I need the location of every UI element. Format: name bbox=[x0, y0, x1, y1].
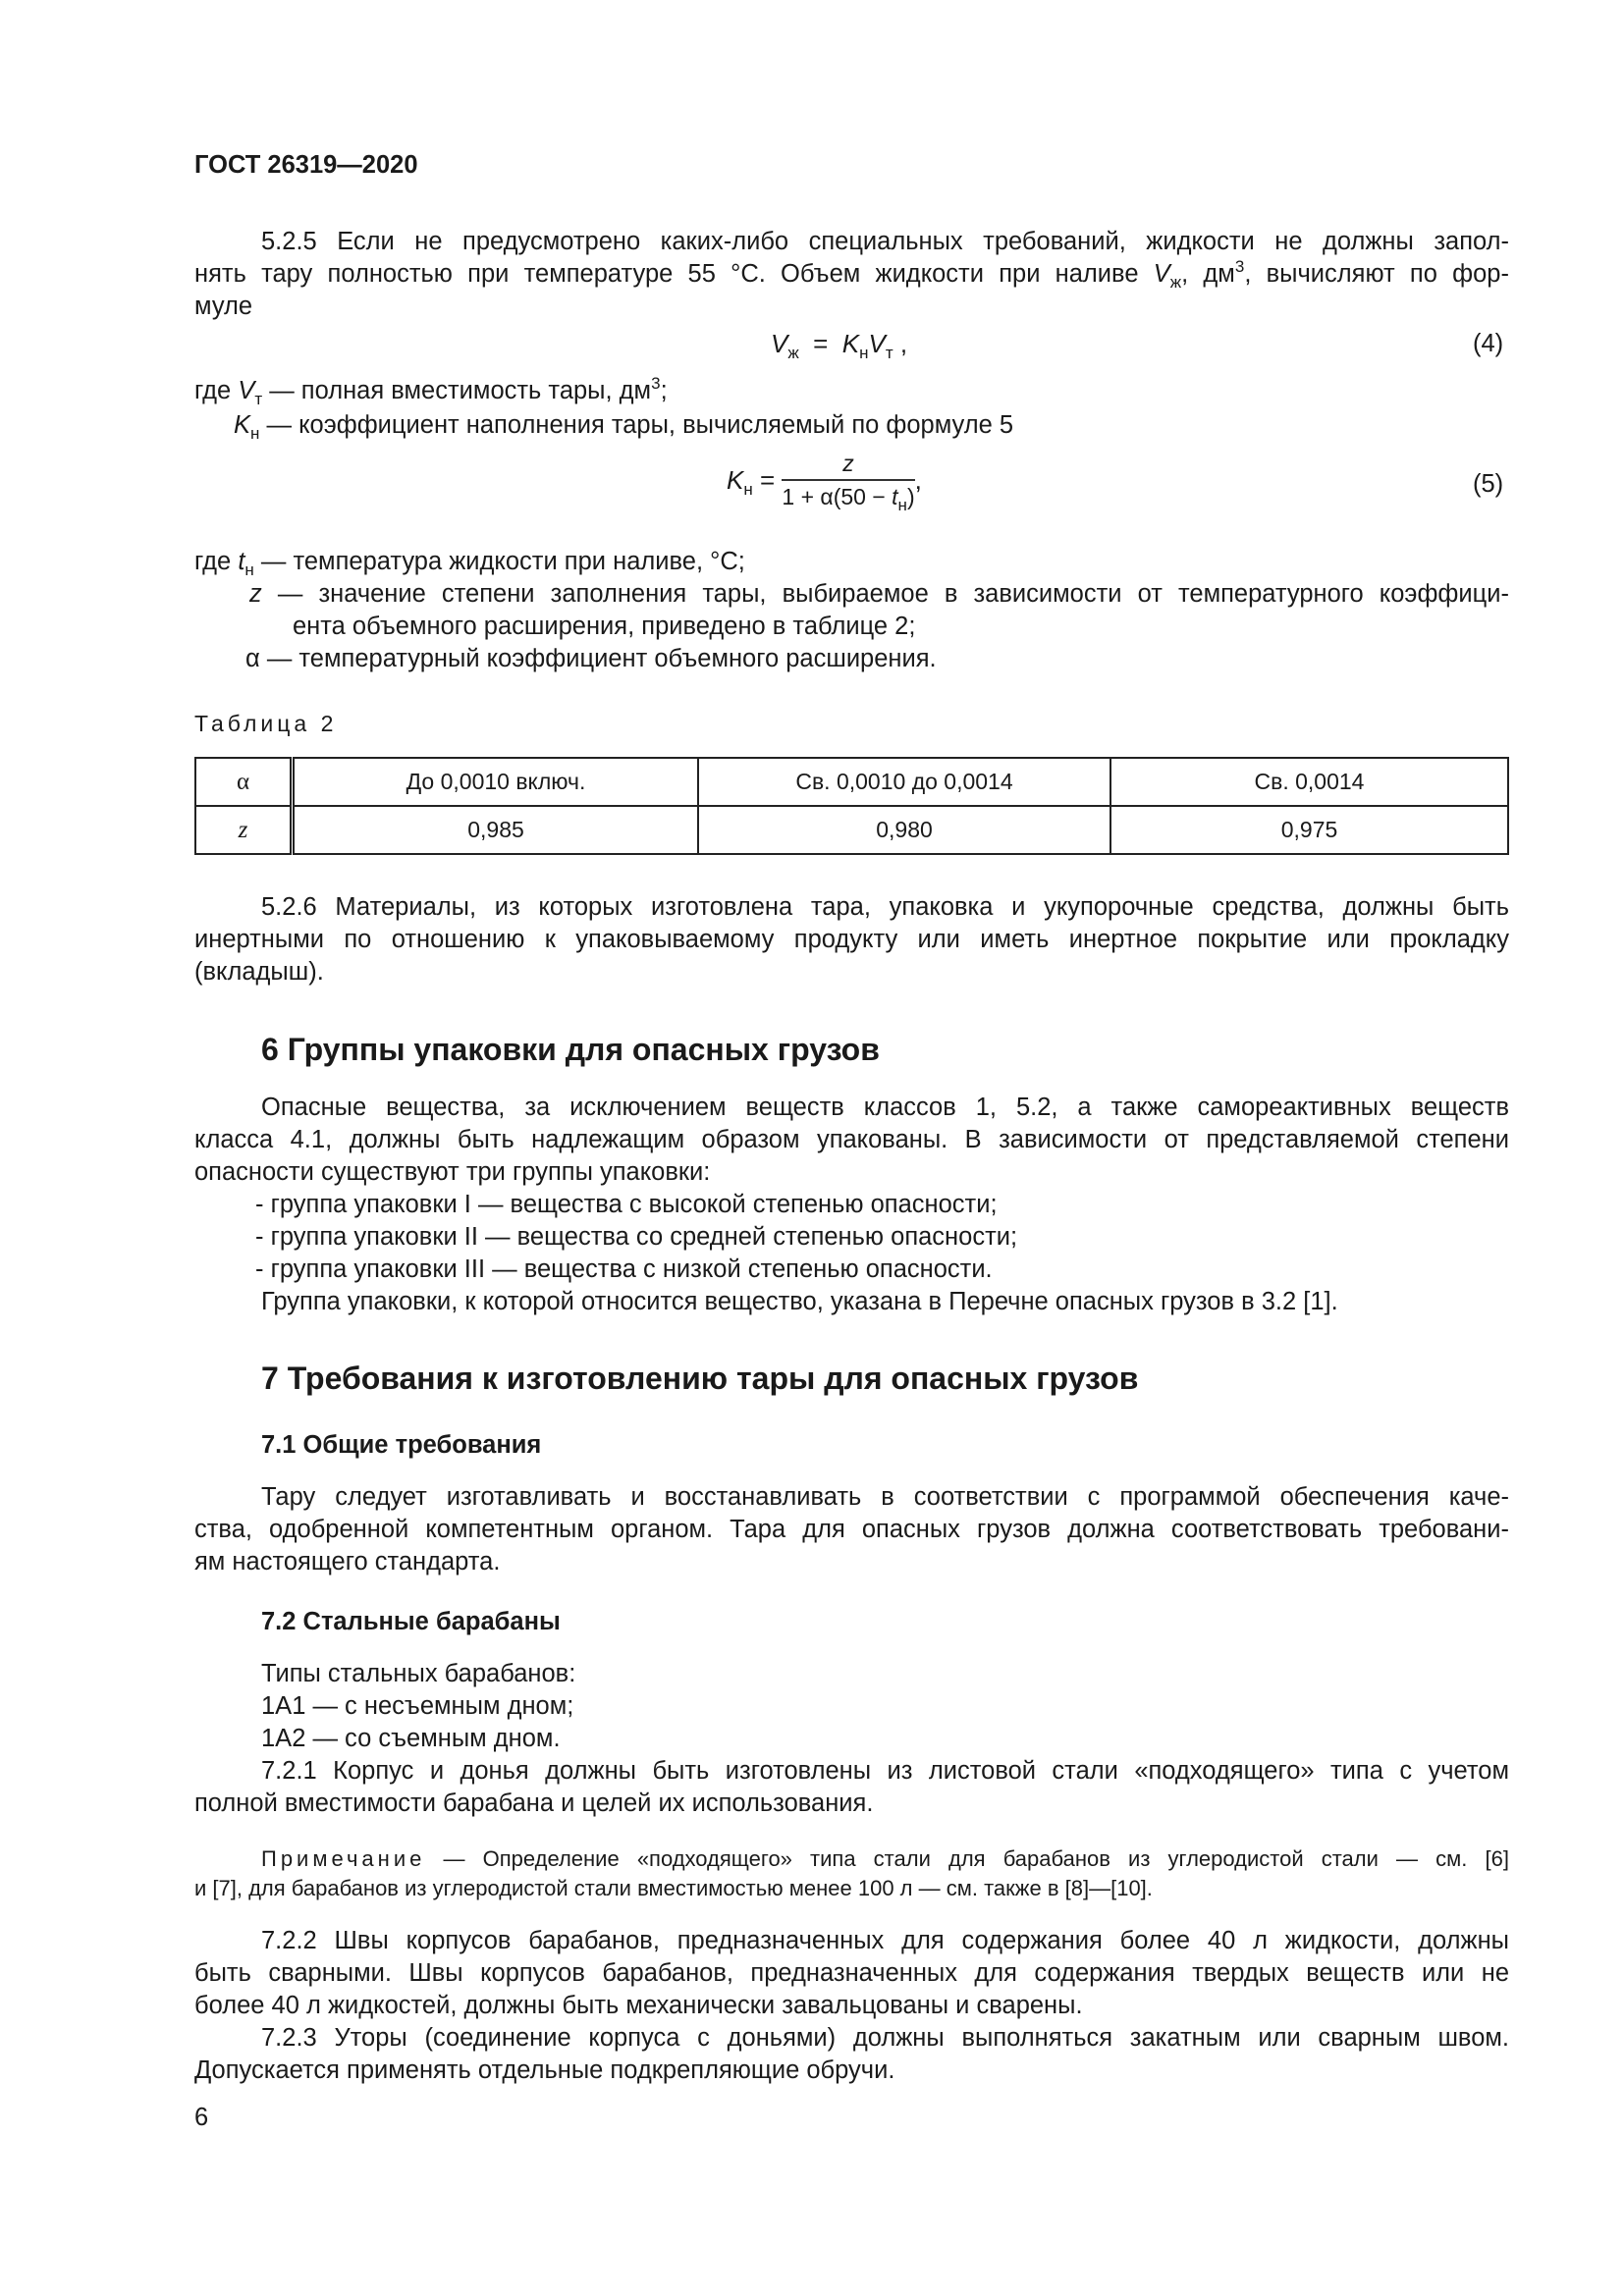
section-7-2-title: 7.2 Стальные барабаны bbox=[261, 1608, 561, 1635]
table-row bbox=[195, 758, 1508, 806]
section-6-title: 6 Группы упаковки для опасных грузов bbox=[261, 1032, 880, 1067]
table-2 bbox=[194, 757, 1509, 855]
table-cell: z bbox=[195, 806, 293, 854]
where-alpha: α — температурный коэффициент объемного расширения. bbox=[245, 645, 937, 672]
s6-bullet-1: - группа упаковки I — вещества с высокой степенью опасности; bbox=[255, 1191, 998, 1218]
s6-line4: Группа упаковки, к которой относится вещество, указана в Перечне опасных грузов в 3.2 [1]. bbox=[261, 1288, 1338, 1315]
table-cell: До 0,0010 включ. bbox=[293, 758, 699, 806]
where-z-line2: ента объемного расширения, приведено в таблице 2; bbox=[293, 613, 916, 640]
table-cell: Св. 0,0010 до 0,0014 bbox=[698, 758, 1110, 806]
s6-bullet-2: - группа упаковки II — вещества со средней степенью опасности; bbox=[255, 1223, 1018, 1251]
p721-line1: 7.2.1 Корпус и донья должны быть изготовлены из листовой стали «подходящего» типа с учетом bbox=[261, 1757, 1509, 1785]
formula-4-number: (4) bbox=[1473, 330, 1504, 357]
p525-line3: муле bbox=[194, 293, 253, 320]
where-kn: $K_н$ — коэффициент наполнения тары, вычисляемый по формуле 5 bbox=[234, 411, 1014, 443]
p525-line1: 5.2.5 Если не предусмотрено каких-либо специальных требований, жидкости не должны запол- bbox=[261, 228, 1509, 255]
table-cell: α bbox=[195, 758, 293, 806]
section-7-title: 7 Требования к изготовлению тары для опасных грузов bbox=[261, 1361, 1139, 1396]
where-vt: где $V_т$ — полная вместимость тары, $дм^3$; bbox=[194, 374, 668, 408]
p723-line1: 7.2.3 Уторы (соединение корпуса с доньями) должны выполняться закатным или сварным швом. bbox=[261, 2024, 1509, 2052]
table-cell: 0,975 bbox=[1110, 806, 1508, 854]
section-7-1-title: 7.1 Общие требования bbox=[261, 1431, 542, 1459]
p722-line2: быть сварными. Швы корпусов барабанов, предназначенных для содержания твердых веществ или не bbox=[194, 1959, 1509, 1987]
note-line1: Примечание — Определение «подходящего» типа стали для барабанов из углеродистой стали — см. [6] bbox=[261, 1846, 1509, 1871]
p526-line1: 5.2.6 Материалы, из которых изготовлена тара, упаковка и укупорочные средства, должны быть bbox=[261, 893, 1509, 921]
p526-line2: инертными по отношению к упаковываемому продукту или иметь инертное покрытие или прокладку bbox=[194, 926, 1509, 953]
s6-line2: класса 4.1, должны быть надлежащим образом упакованы. В зависимости от представляемой степени bbox=[194, 1126, 1509, 1153]
note-line2: и [7], для барабанов из углеродистой стали вместимостью менее 100 л — см. также в [8]—[10]. bbox=[194, 1876, 1153, 1900]
s6-bullet-3: - группа упаковки III — вещества с низкой степенью опасности. bbox=[255, 1255, 993, 1283]
formula-5-fraction: $\frac{z}{1 + \alpha(50 - t_н)}$ bbox=[782, 451, 915, 514]
formula-5-number: (5) bbox=[1473, 470, 1504, 498]
s71-line1: Тару следует изготавливать и восстанавливать в соответствии с программой обеспечения каче- bbox=[261, 1483, 1509, 1511]
where-z-line1: z — значение степени заполнения тары, выбираемое в зависимости от температурного коэффици- bbox=[249, 580, 1509, 608]
table-row bbox=[195, 806, 1508, 854]
p721-line2: полной вместимости барабана и целей их использования. bbox=[194, 1789, 874, 1817]
formula-4: $V_ж = K_нV_т$ , bbox=[771, 329, 908, 362]
s6-line1: Опасные вещества, за исключением веществ классов 1, 5.2, а также самореактивных веществ bbox=[261, 1094, 1509, 1121]
s72-types: Типы стальных барабанов: bbox=[261, 1660, 576, 1687]
s6-line3: опасности существуют три группы упаковки: bbox=[194, 1158, 711, 1186]
table-cell: 0,980 bbox=[698, 806, 1110, 854]
page-number: 6 bbox=[194, 2104, 209, 2131]
p526-line3: (вкладыш). bbox=[194, 958, 324, 986]
p723-line2: Допускается применять отдельные подкрепляющие обручи. bbox=[194, 2056, 895, 2084]
table-caption: Таблица 2 bbox=[194, 711, 338, 736]
s71-line2: ства, одобренной компетентным органом. Тара для опасных грузов должна соответствовать требовани- bbox=[194, 1516, 1509, 1543]
s71-line3: ям настоящего стандарта. bbox=[194, 1548, 501, 1575]
doc-code: ГОСТ 26319—2020 bbox=[194, 151, 418, 179]
s72-type-2: 1А2 — со съемным дном. bbox=[261, 1725, 561, 1752]
table-cell: 0,985 bbox=[293, 806, 699, 854]
s72-type-1: 1А1 — с несъемным дном; bbox=[261, 1692, 574, 1720]
formula-5: $K_н$ = $\frac{z}{1 + \alpha(50 - t_н)}$ , bbox=[727, 451, 922, 514]
p525-line2: нять тару полностью при температуре 55 °С. Объем жидкости при наливе $V_ж$, $дм^3$, вычисляют по фор- bbox=[194, 257, 1509, 292]
p722-line1: 7.2.2 Швы корпусов барабанов, предназначенных для содержания более 40 л жидкости, должны bbox=[261, 1927, 1509, 1954]
where-t: где $t_н$ — температура жидкости при наливе, °С; bbox=[194, 548, 745, 579]
table-cell: Св. 0,0014 bbox=[1110, 758, 1508, 806]
p722-line3: более 40 л жидкостей, должны быть механически завальцованы и сварены. bbox=[194, 1992, 1083, 2019]
